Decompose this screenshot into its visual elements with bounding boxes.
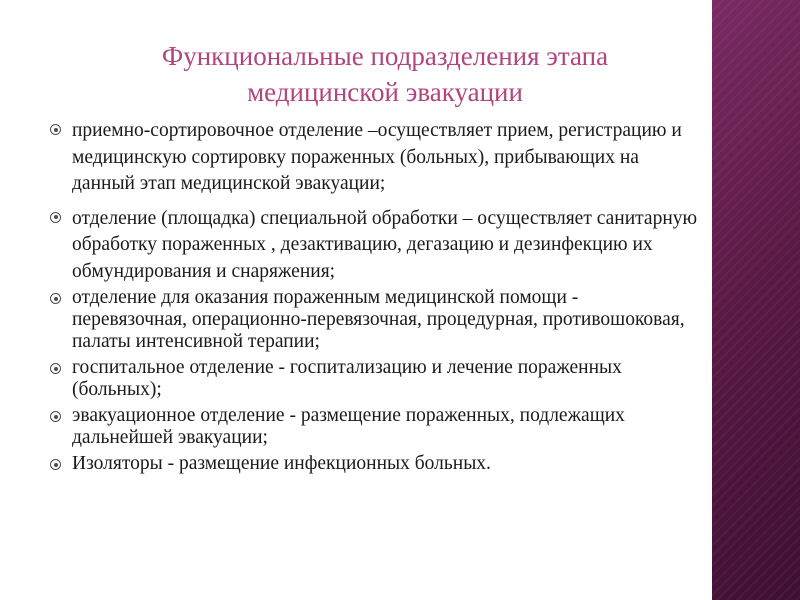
circle-dot-bullet-icon — [50, 124, 61, 135]
list-item — [48, 405, 698, 449]
bullet-list — [48, 118, 698, 475]
list-item-text: Изоляторы - размещение инфекционных больных. — [72, 453, 491, 474]
circle-dot-bullet-icon — [50, 411, 61, 422]
circle-dot-bullet-icon — [50, 293, 61, 304]
decorative-accent-bar — [712, 0, 800, 600]
list-item — [48, 206, 698, 286]
list-item — [48, 453, 698, 475]
list-item — [48, 357, 698, 401]
slide-title-line-2: медицинской эвакуации — [247, 77, 523, 107]
list-item-text: приемно-сортировочное отделение –осуществляет прием, регистрацию и медицинскую сортировку пораженных (больных), прибывающих на данный этап медицинской эвакуации; — [72, 120, 682, 194]
list-item-text: эвакуационное отделение - размещение пораженных, подлежащих дальнейшей эвакуации; — [72, 405, 625, 448]
list-item-text: отделение (площадка) специальной обработки – осуществляет санитарную обработку пораженных , дезактивацию, дегазацию и дезинфекцию их обмундирования и снаряжения; — [72, 207, 698, 282]
slide-title-line-1: Функциональные подразделения этапа — [161, 41, 609, 71]
circle-dot-bullet-icon — [50, 212, 61, 223]
list-item — [48, 287, 698, 353]
circle-dot-bullet-icon — [50, 363, 61, 374]
list-item — [48, 118, 698, 198]
list-item-text: госпитальное отделение - госпитализацию и лечение пораженных (больных); — [72, 357, 622, 400]
list-item-text: отделение для оказания пораженным медицинской помощи - перевязочная, операционно-перевязочная, процедурная, противошоковая, палаты интенсивной терапии; — [72, 287, 685, 352]
slide-title — [80, 38, 690, 110]
circle-dot-bullet-icon — [50, 459, 61, 470]
